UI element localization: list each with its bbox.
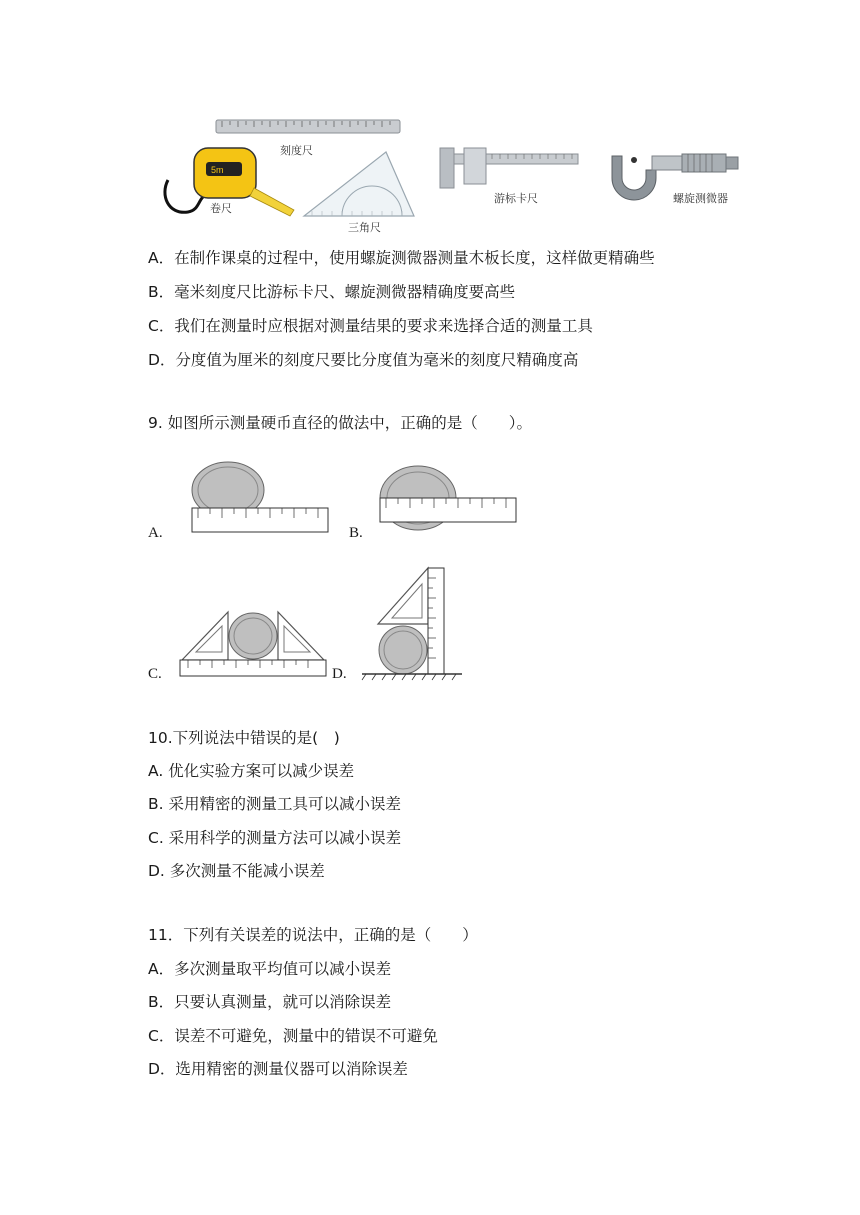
steel-ruler-image	[216, 118, 402, 136]
q11-stem: 11．下列有关误差的说法中，正确的是（ ）	[148, 926, 478, 944]
q9-option-c-figure	[178, 600, 328, 684]
q9-option-b-letter: B.	[349, 525, 363, 541]
triangle-ruler-image	[302, 150, 416, 218]
q9-stem: 9. 如图所示测量硬币直径的做法中，正确的是（ ）。	[148, 414, 532, 432]
q11-option-c: C．误差不可避免，测量中的错误不可避免	[148, 1027, 438, 1045]
q9-option-d-figure	[358, 564, 464, 684]
q9-option-a-figure	[190, 460, 330, 538]
svg-text:5m: 5m	[211, 165, 224, 175]
q9-option-b-figure	[378, 462, 518, 540]
q11-option-d: D．选用精密的测量仪器可以消除误差	[148, 1060, 408, 1078]
q9-option-d-letter: D.	[332, 666, 347, 682]
vernier-caliper-image	[436, 142, 580, 192]
micrometer-label: 螺旋测微器	[673, 192, 728, 205]
tape-label: 卷尺	[210, 202, 232, 215]
q10-option-b: B. 采用精密的测量工具可以减小误差	[148, 795, 401, 813]
caliper-label: 游标卡尺	[494, 192, 538, 205]
q10-option-d: D. 多次测量不能减小误差	[148, 862, 325, 880]
q9-option-c-letter: C.	[148, 666, 162, 682]
ruler-label: 刻度尺	[280, 144, 313, 157]
triangle-label: 三角尺	[348, 221, 381, 234]
q8-option-b: B．毫米刻度尺比游标卡尺、螺旋测微器精确度要高些	[148, 283, 516, 301]
q11-option-b: B．只要认真测量，就可以消除误差	[148, 993, 392, 1011]
q8-option-d: D．分度值为厘米的刻度尺要比分度值为毫米的刻度尺精确度高	[148, 351, 579, 369]
q11-option-a: A．多次测量取平均值可以减小误差	[148, 960, 392, 978]
q9-option-a-letter: A.	[148, 525, 163, 541]
q8-option-c: C．我们在测量时应根据对测量结果的要求来选择合适的测量工具	[148, 317, 593, 335]
q8-option-a: A．在制作课桌的过程中，使用螺旋测微器测量木板长度，这样做更精确些	[148, 249, 655, 267]
q10-option-c: C. 采用科学的测量方法可以减小误差	[148, 829, 402, 847]
q10-stem: 10.下列说法中错误的是( )	[148, 729, 340, 747]
q10-option-a: A. 优化实验方案可以减少误差	[148, 762, 355, 780]
